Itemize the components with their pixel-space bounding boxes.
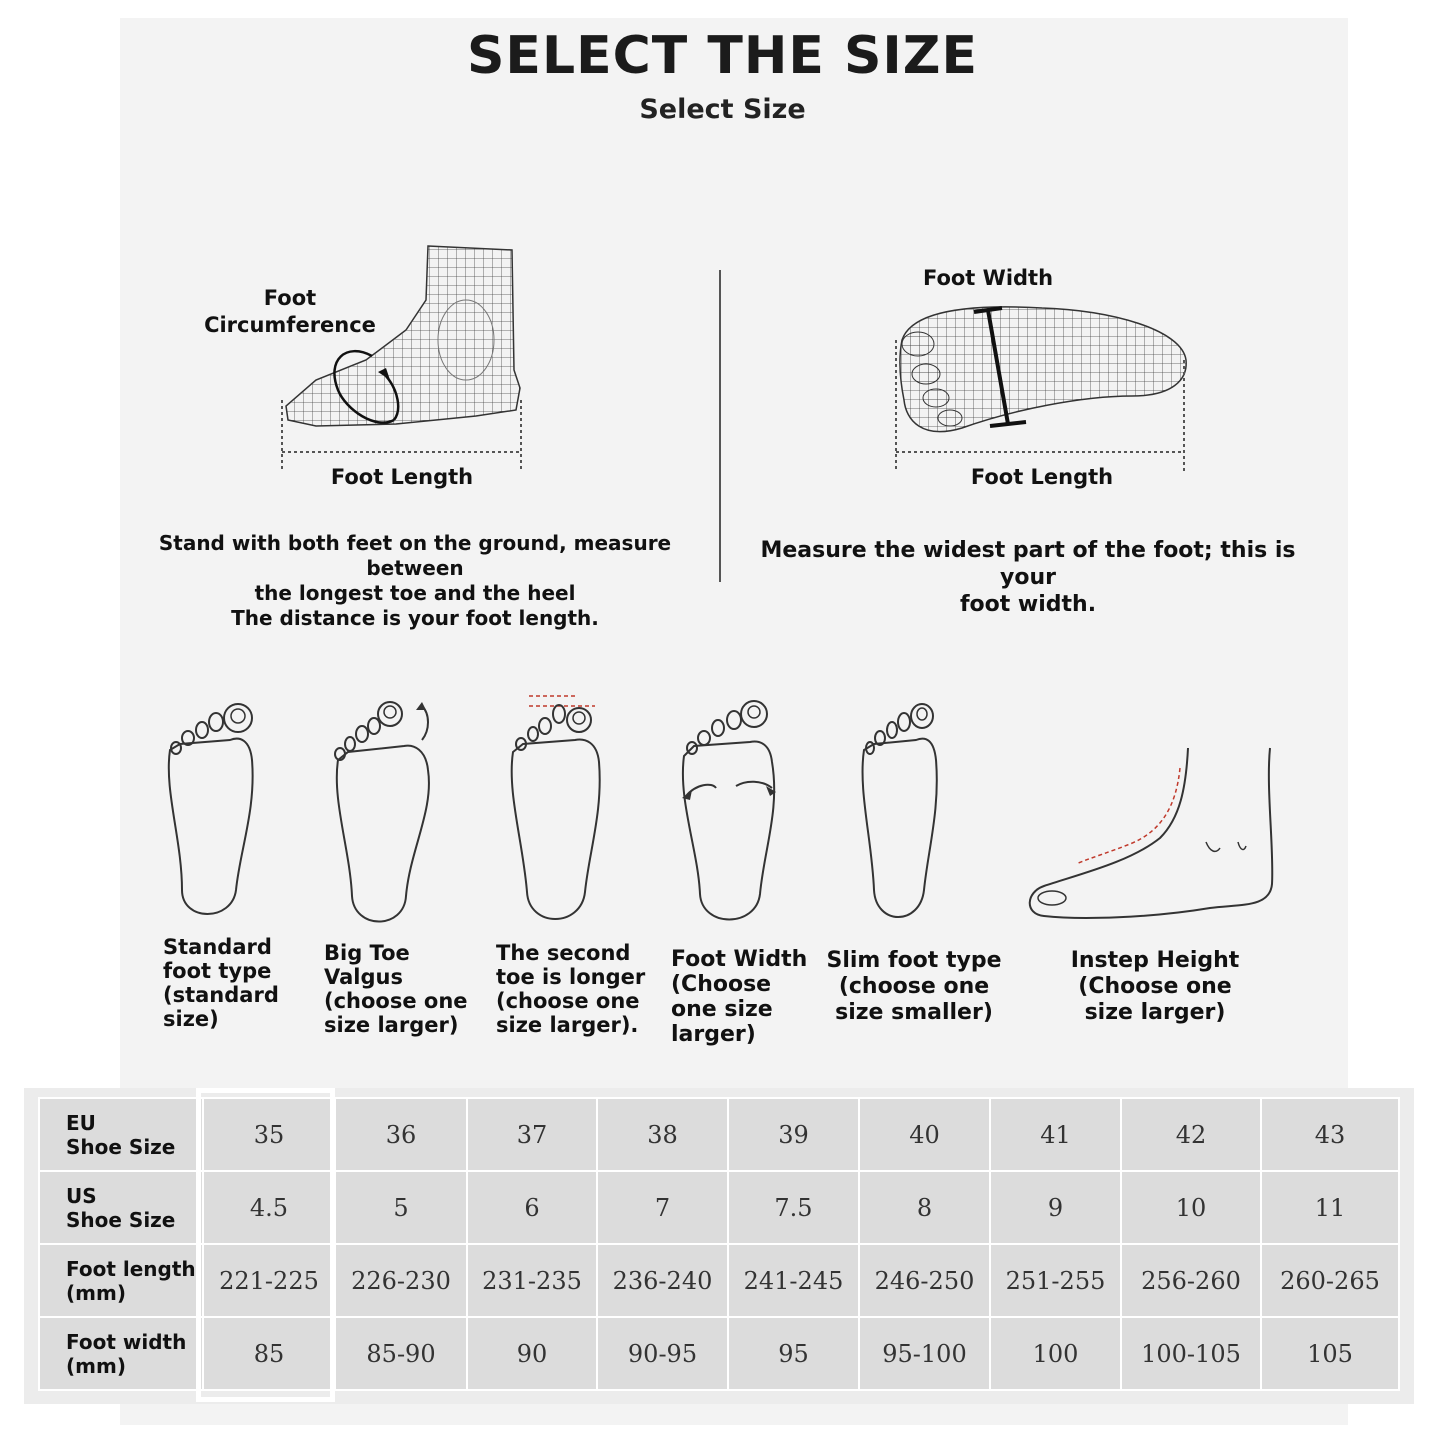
- table-cell: 42: [1121, 1098, 1261, 1171]
- row-header: US Shoe Size: [39, 1171, 203, 1244]
- right-instruction-text: Measure the widest part of the foot; this is your foot width.: [760, 538, 1296, 617]
- slim-foot-icon: [856, 700, 946, 930]
- table-cell: 241-245: [728, 1244, 859, 1317]
- table-cell: 7: [597, 1171, 728, 1244]
- table-cell: 38: [597, 1098, 728, 1171]
- foot-length-row: [39, 1244, 1399, 1317]
- side-foot-mesh-icon: [276, 240, 536, 480]
- instep-height-icon: [1020, 748, 1280, 928]
- foot-type-label-second-toe: The second toe is longer (choose one size larger).: [496, 941, 646, 1037]
- table-cell: 105: [1261, 1317, 1399, 1390]
- wide-foot-icon: [676, 700, 786, 930]
- page-subtitle: Select Size: [639, 94, 806, 125]
- table-cell: 37: [467, 1098, 597, 1171]
- foot-circumference-label: Foot Circumference: [204, 286, 376, 337]
- foot-width-row: [39, 1317, 1399, 1390]
- table-cell: 8: [859, 1171, 990, 1244]
- table-cell: 90: [467, 1317, 597, 1390]
- eu-size-row: [39, 1098, 1399, 1171]
- table-cell: 100: [990, 1317, 1121, 1390]
- table-cell: 100-105: [1121, 1317, 1261, 1390]
- foot-type-label-wide: Foot Width (Choose one size larger): [671, 947, 808, 1047]
- table-cell: 90-95: [597, 1317, 728, 1390]
- center-divider: [719, 270, 721, 582]
- left-foot-length-label: Foot Length: [330, 465, 474, 489]
- table-cell: 6: [467, 1171, 597, 1244]
- second-toe-longer-icon: [505, 692, 605, 932]
- size-chart-table: [38, 1097, 1400, 1391]
- table-cell: 95-100: [859, 1317, 990, 1390]
- standard-foot-icon: [160, 700, 260, 930]
- row-header: EU Shoe Size: [39, 1098, 203, 1171]
- table-cell: 5: [335, 1171, 467, 1244]
- table-cell: 236-240: [597, 1244, 728, 1317]
- table-cell: 35: [203, 1098, 335, 1171]
- foot-type-label-standard: Standard foot type (standard size): [163, 935, 279, 1031]
- table-cell: 256-260: [1121, 1244, 1261, 1317]
- big-toe-valgus-icon: [330, 700, 440, 930]
- us-size-row: [39, 1171, 1399, 1244]
- page-title: SELECT THE SIZE: [466, 26, 978, 86]
- foot-type-label-big-toe: Big Toe Valgus (choose one size larger): [324, 941, 468, 1037]
- table-cell: 7.5: [728, 1171, 859, 1244]
- table-cell: 40: [859, 1098, 990, 1171]
- table-cell: 11: [1261, 1171, 1399, 1244]
- table-cell: 41: [990, 1098, 1121, 1171]
- foot-type-label-slim: Slim foot type (choose one size smaller): [826, 948, 1002, 1025]
- left-instruction-text: Stand with both feet on the ground, measure between the longest toe and the heel The distance is your foot length.: [158, 531, 672, 630]
- table-cell: 10: [1121, 1171, 1261, 1244]
- foot-width-label: Foot Width: [922, 266, 1054, 290]
- table-cell: 36: [335, 1098, 467, 1171]
- row-header: Foot width (mm): [39, 1317, 203, 1390]
- foot-type-label-instep: Instep Height (Choose one size larger): [1070, 948, 1240, 1025]
- table-cell: 226-230: [335, 1244, 467, 1317]
- table-cell: 39: [728, 1098, 859, 1171]
- table-cell: 9: [990, 1171, 1121, 1244]
- table-cell: 221-225: [203, 1244, 335, 1317]
- table-cell: 43: [1261, 1098, 1399, 1171]
- table-cell: 4.5: [203, 1171, 335, 1244]
- table-cell: 231-235: [467, 1244, 597, 1317]
- table-cell: 85: [203, 1317, 335, 1390]
- table-cell: 95: [728, 1317, 859, 1390]
- table-cell: 260-265: [1261, 1244, 1399, 1317]
- table-cell: 251-255: [990, 1244, 1121, 1317]
- row-header: Foot length (mm): [39, 1244, 203, 1317]
- top-foot-mesh-icon: [892, 300, 1192, 480]
- table-cell: 246-250: [859, 1244, 990, 1317]
- table-cell: 85-90: [335, 1317, 467, 1390]
- right-foot-length-label: Foot Length: [970, 465, 1114, 489]
